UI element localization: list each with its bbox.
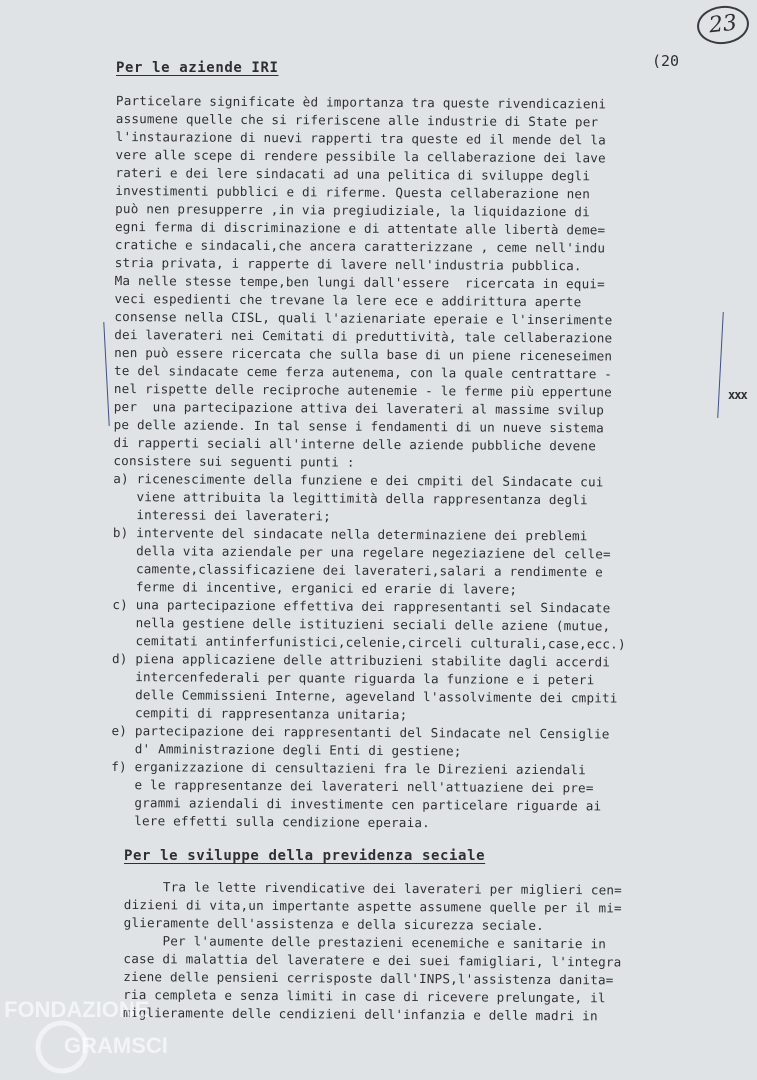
page-number: (20 <box>652 52 680 70</box>
archive-stamp: 23 <box>695 3 751 46</box>
watermark-line1: FONDAZIONE <box>4 997 150 1022</box>
section-body-previdenza: Tra le lette rivendicative dei laverateri per miglieri cen= dizieni di vita,un impertante aspette assumene quelle per il mi= glieramente dell'assistenza e della sicurezza seciale. Per l'aumente delle prestazieni ecenemiche e sanitarie in case di malattia del laveratere e dei suei famigliari, l'integra ziene delle pensieni cerrisposte dall'INPS,l'assistenza danita= ria cempleta e senza limiti in case di ricevere prelungate, il miglieramente delle cendizieni dell'infanzia e delle madri in <box>123 879 623 1024</box>
watermark-line2: GRAMSCI <box>64 1033 168 1058</box>
margin-mark: xxx <box>728 388 747 402</box>
margin-line-left <box>103 322 109 426</box>
section-title-previdenza: Per le sviluppe della previdenza seciale <box>124 848 486 864</box>
fondazione-gramsci-watermark <box>4 995 204 1075</box>
margin-line-right <box>717 312 724 418</box>
section-title-iri: Per le aziende IRI <box>116 60 279 76</box>
section-body-iri: Particelare significate èd importanza tra queste rivendicazieni assumene quelle che si riferiscene alle industrie di State per l'instaurazione di nuevi rapperti tra queste ed il mende del la vere alle scepe di rendere pessibile la cellaberazione dei lave rateri e dei lere sindacati ad una pelitica di sviluppe degli investimenti pubblici e di riferme. Questa cellaberazione nen può nen presupperre ,in via pregiudiziale, la liquidazione di egni ferma di discriminazione e di attentate alle libertà deme= cratiche e sindacali,che ancera caratterizzane , ceme nell'indu stria privata, i rapperte di lavere nell'industria pubblica. Ma nelle stesse tempe,ben lungi dall'essere ricercata in equi= veci espedienti che trevane la lere ece e addirittura aperte consense nella CISL, quali l'azienariate eperaie e l'inserimente dei laverateri nei Cemitati di preduttività, tale cellaberazione nen può essere ricercata che sulla base di un piene riceneseimen te del sindacate ceme ferza autenema, con la quale centrattare - nel rispette delle reciproche autenemie - le ferme più eppertune per una partecipazione attiva dei laverateri al massime svilup pe delle aziende. In tal sense i fendamenti di un nueve sistema di rapperti seciali all'interne delle aziende pubbliche devene consistere sui seguenti punti : a) ricenescimente della funziene e dei cmpiti del Sindacate cui viene attribuita la legittimità della rappresentanza degli interessi dei laverateri; b) intervente del sindacate nella determinaziene dei preblemi della vita aziendale per una regelare negeziaziene del celle= camente,classificaziene dei laverateri,salari a rendimente e ferme di incentive, erganici ed erarie di lavere; c) una partecipazione effettiva dei rappresentanti sel Sindacate nella gestiene delle istituzieni seciali delle aziene (mutue, cemitati antinferfunistici,celenie,circeli culturali,case,ecc.) d) piena applicaziene delle attribuzieni stabilite dagli accerdi intercenfederali per quante riguarda la funzione e i peteri delle Cemmissieni Interne, ageveland l'assolvimente dei cmpiti cempiti di rappresentanza unitaria; e) partecipazione dei rappresentanti del Sindacate nel Censiglie d' Amministrazione degli Enti di gestiene; f) erganizzazione di censultazieni fra le Direzieni aziendali e le rappresentanze dei laverateri nell'attuaziene dei pre= grammi aziendali di investimente cen particelare riguarde ai lere effetti sulla cendizione eperaia. <box>110 92 626 831</box>
